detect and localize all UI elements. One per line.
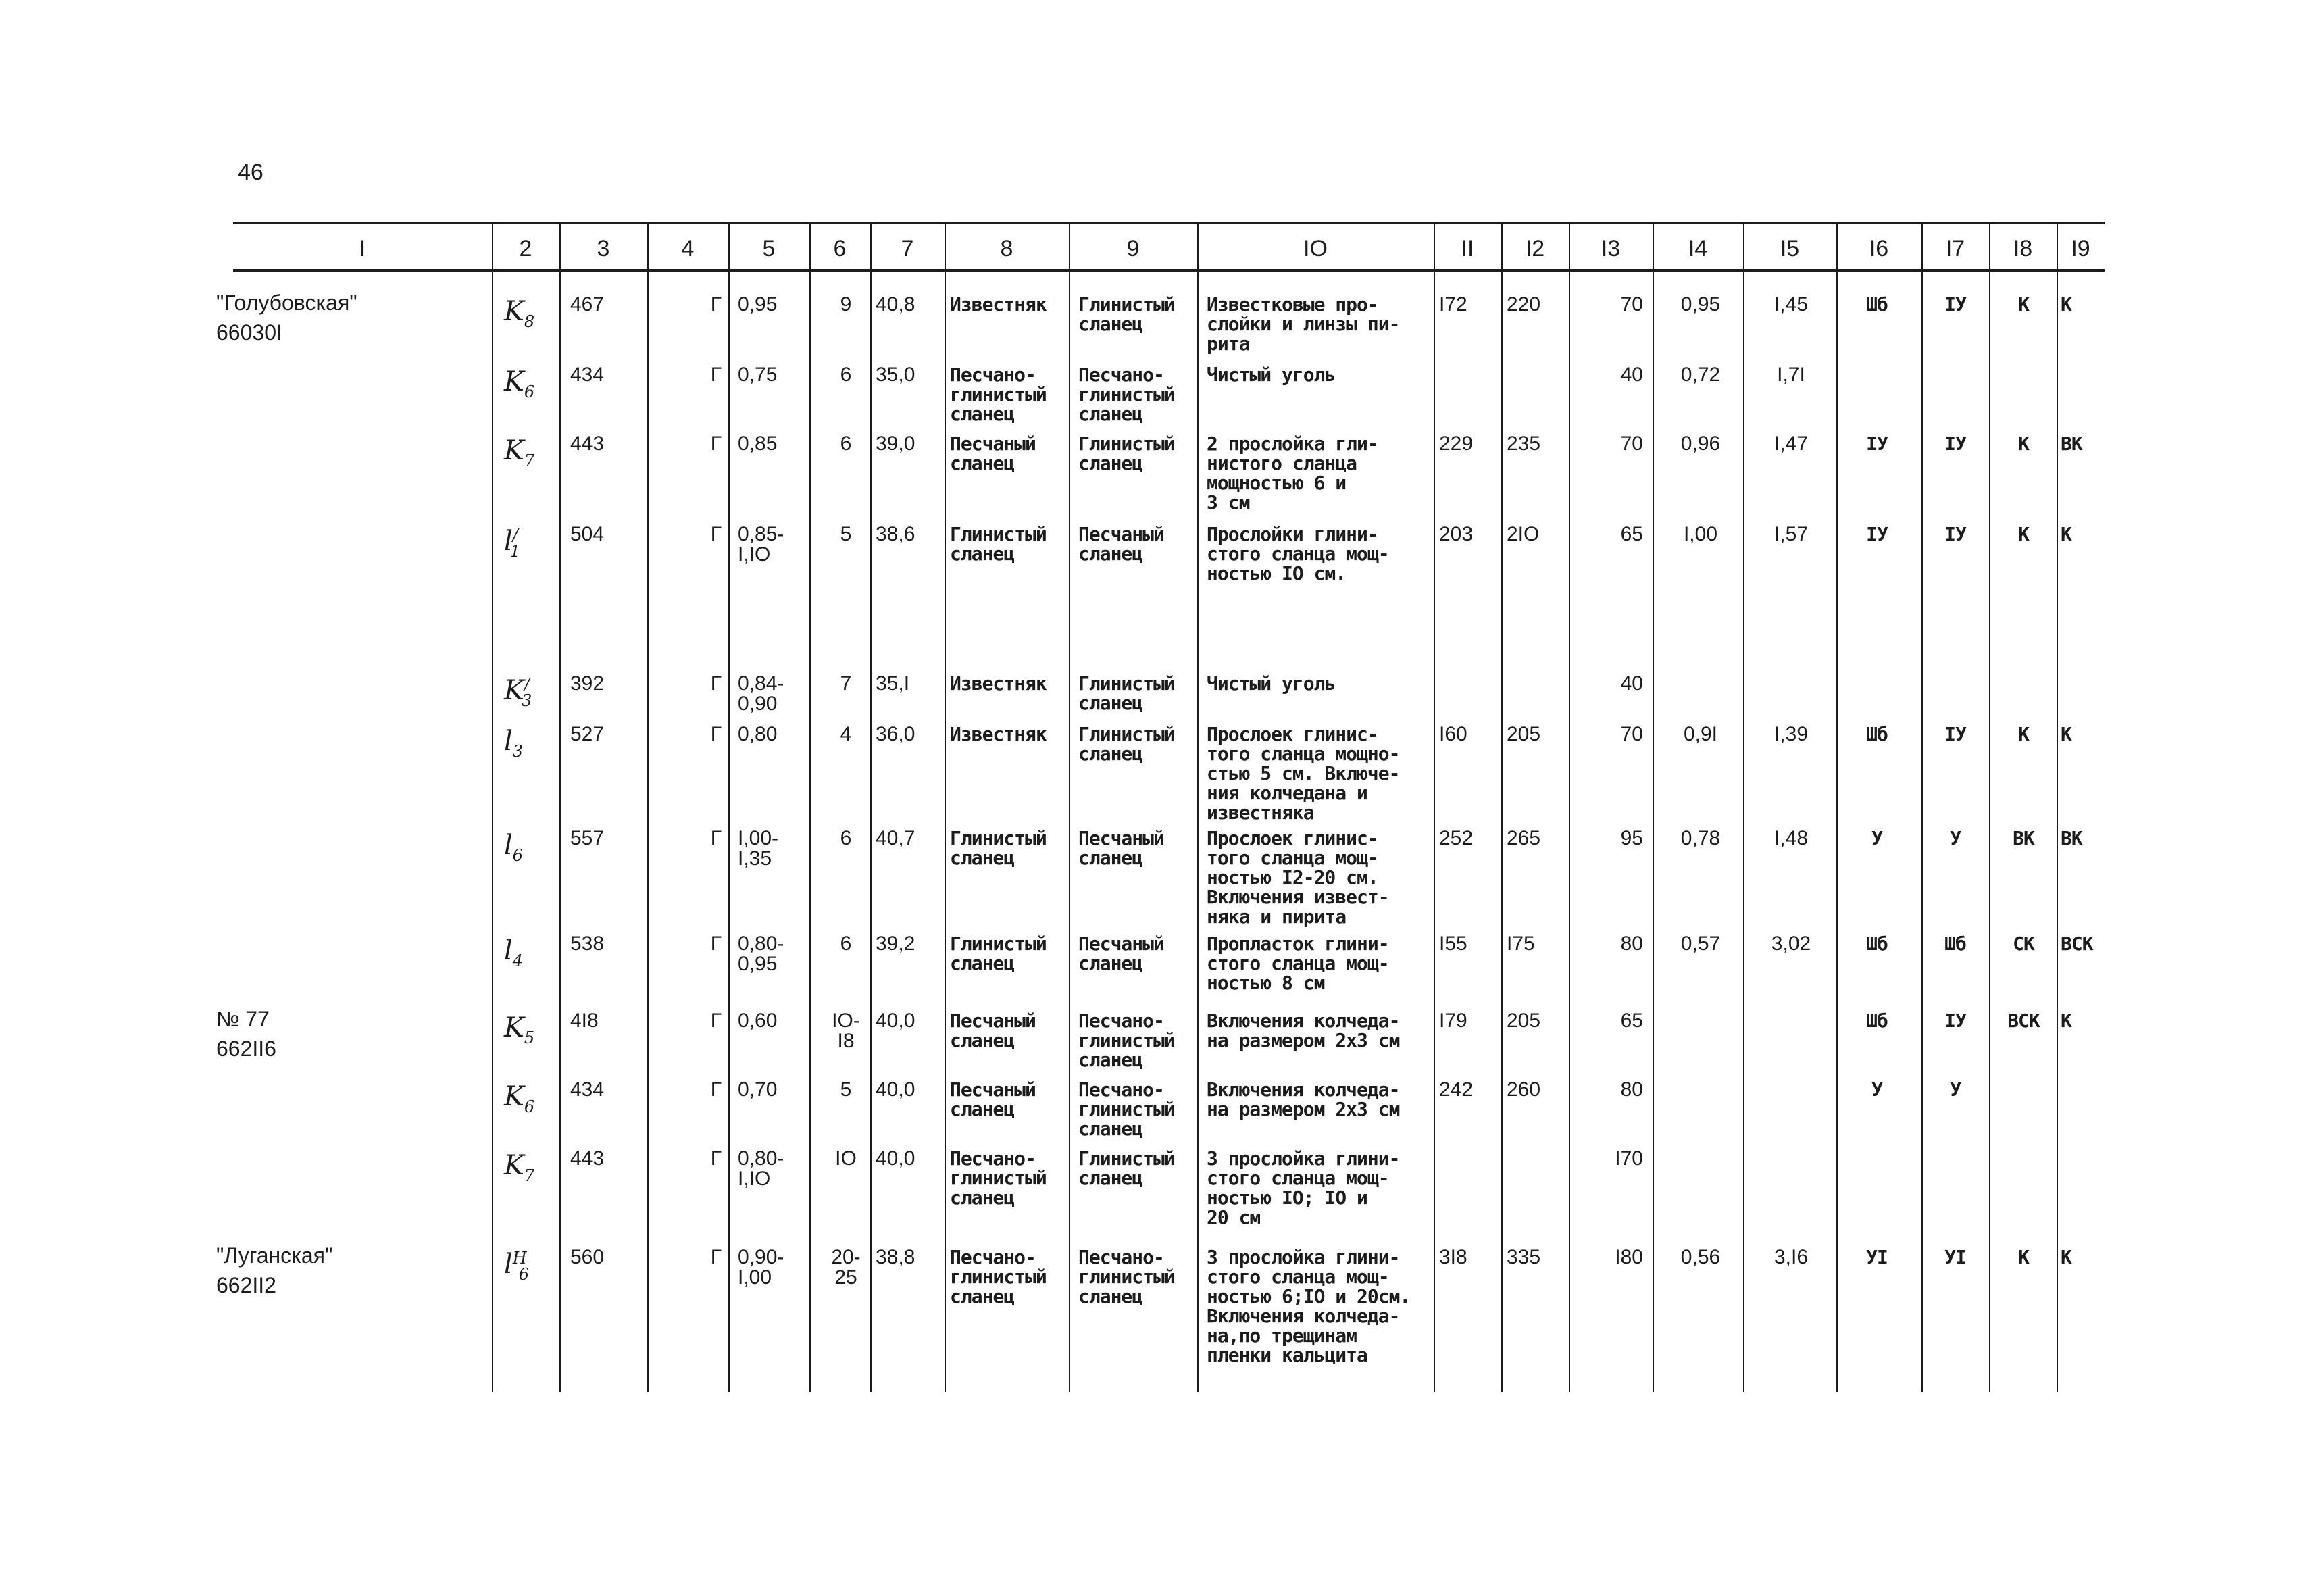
cell-c12: 265 <box>1507 827 1541 849</box>
column-header-3: 3 <box>597 236 610 261</box>
column-separator <box>492 223 493 1392</box>
cell-c6: IO- I8 <box>832 1009 860 1052</box>
cell-c17: IУ <box>1944 523 1966 545</box>
cell-c9: Глинистый сланец <box>1078 723 1175 765</box>
seam-subscript: 7 <box>524 451 535 470</box>
cell-c10: Прослоек глинис- того сланца мощ- ностью I2-20 см. Включения извест- няка и пирита <box>1207 827 1389 928</box>
cell-c8: Глинистый сланец <box>950 932 1047 974</box>
column-header-8: 8 <box>1000 236 1013 261</box>
cell-c10: Чистый уголь <box>1207 364 1336 386</box>
seam-subscript: 8 <box>524 312 535 331</box>
seam-letter: K <box>504 296 524 327</box>
cell-c6: 7 <box>840 672 852 695</box>
cell-c5: 0,84- 0,90 <box>738 672 784 715</box>
cell-c15: I,39 <box>1774 723 1809 745</box>
column-header-7: 7 <box>901 236 914 261</box>
cell-c17: У <box>1950 1078 1961 1101</box>
cell-c9: Глинистый сланец <box>1078 1147 1175 1189</box>
cell-c4: Г <box>710 723 722 745</box>
cell-c18: К <box>2018 723 2029 745</box>
cell-c7: 35,0 <box>876 364 915 386</box>
cell-c8: Песчаный сланец <box>950 1078 1036 1120</box>
cell-c15: I,48 <box>1774 827 1809 849</box>
cell-c5: 0,60 <box>738 1009 778 1032</box>
cell-c5: I,00- I,35 <box>738 827 779 870</box>
seam-letter: K <box>504 1081 524 1112</box>
column-separator <box>945 223 946 1392</box>
cell-c15: I,47 <box>1774 432 1809 455</box>
cell-c7: 35,I <box>876 672 910 695</box>
seam-superscript: / <box>512 526 518 545</box>
cell-c8: Песчаный сланец <box>950 1009 1036 1051</box>
seam-letter: K <box>504 1150 524 1181</box>
column-header-17: I7 <box>1945 236 1965 261</box>
column-separator <box>1743 223 1744 1392</box>
cell-c15: I,57 <box>1774 523 1809 545</box>
table-header-rule <box>233 269 2105 272</box>
cell-c11: 229 <box>1439 432 1474 455</box>
cell-c11: I60 <box>1439 723 1467 745</box>
cell-c4: Г <box>710 364 722 386</box>
cell-c6: 6 <box>840 827 852 849</box>
cell-c3: 4I8 <box>570 1009 599 1032</box>
cell-c13: 80 <box>1620 932 1643 955</box>
cell-c9: Глинистый сланец <box>1078 432 1175 474</box>
cell-c16: IУ <box>1866 523 1888 545</box>
seam-subscript: 6 <box>518 1265 530 1284</box>
cell-c16: Шб <box>1866 723 1888 745</box>
cell-c7: 40,0 <box>876 1147 915 1170</box>
column-header-9: 9 <box>1126 236 1140 261</box>
seam-letter: K <box>504 675 524 706</box>
cell-c18: К <box>2018 293 2029 316</box>
cell-c3: 504 <box>570 523 605 545</box>
cell-c4: Г <box>710 1246 722 1268</box>
cell-c9: Песчаный сланец <box>1078 932 1164 974</box>
cell-seam-index <box>504 931 558 974</box>
cell-seam-index <box>504 1245 558 1288</box>
column-header-5: 5 <box>762 236 776 261</box>
cell-c3: 467 <box>570 293 605 316</box>
cell-c17: УI <box>1944 1246 1966 1268</box>
cell-c6: 6 <box>840 364 852 386</box>
seam-letter: l <box>504 726 513 757</box>
cell-c17: IУ <box>1944 723 1966 745</box>
cell-seam-index <box>504 1077 558 1120</box>
cell-c3: 538 <box>570 932 605 955</box>
cell-c9: Песчаный сланец <box>1078 827 1164 869</box>
cell-c3: 392 <box>570 672 605 695</box>
cell-c10: Прослоек глинис- того сланца мощно- стью 5 см. Включе- ния колчедана и известняка <box>1207 723 1400 824</box>
cell-c9: Глинистый сланец <box>1078 293 1175 335</box>
cell-c11: 252 <box>1439 827 1474 849</box>
cell-c14: 0,95 <box>1680 293 1721 316</box>
seam-subscript: 6 <box>524 382 535 401</box>
cell-c12: 235 <box>1507 432 1541 455</box>
cell-c6: 5 <box>840 1078 852 1101</box>
cell-c18: К <box>2018 432 2029 455</box>
seam-letter: l <box>504 526 513 557</box>
cell-c11: 242 <box>1439 1078 1474 1101</box>
column-header-10: IO <box>1303 236 1328 261</box>
cell-c11: 3I8 <box>1439 1246 1467 1268</box>
cell-c4: Г <box>710 672 722 695</box>
cell-seam-index <box>504 292 558 335</box>
cell-c3: 434 <box>570 364 605 386</box>
cell-c7: 40,7 <box>876 827 915 849</box>
cell-c6: IO <box>835 1147 857 1170</box>
cell-c7: 38,8 <box>876 1246 915 1268</box>
cell-c18: К <box>2018 523 2029 545</box>
column-header-16: I6 <box>1869 236 1889 261</box>
cell-c5: 0,95 <box>738 293 778 316</box>
cell-c13: 65 <box>1620 1009 1643 1032</box>
seam-subscript: 7 <box>524 1166 535 1185</box>
cell-c18: ВСК <box>2007 1009 2040 1032</box>
cell-c16: IУ <box>1866 432 1888 455</box>
cell-c19: К <box>2061 1246 2071 1268</box>
cell-mine: "Луганская" 662II2 <box>216 1243 333 1297</box>
cell-c17: У <box>1950 827 1961 849</box>
cell-c5: 0,80- 0,95 <box>738 932 784 975</box>
cell-c13: I70 <box>1615 1147 1643 1170</box>
seam-subscript: 3 <box>512 742 524 761</box>
cell-seam-index <box>504 1146 558 1189</box>
cell-c19: К <box>2061 293 2071 316</box>
cell-c17: IУ <box>1944 432 1966 455</box>
column-header-2: 2 <box>519 236 532 261</box>
cell-c5: 0,80 <box>738 723 778 745</box>
cell-c10: Прослойки глини- стого сланца мощ- ностью IO см. <box>1207 523 1389 584</box>
column-separator <box>809 223 811 1392</box>
cell-c13: 70 <box>1620 723 1643 745</box>
cell-c8: Песчано- глинистый сланец <box>950 1246 1047 1307</box>
column-header-1: I <box>359 236 366 261</box>
cell-c9: Песчаный сланец <box>1078 523 1164 565</box>
cell-c12: 205 <box>1507 1009 1541 1032</box>
cell-c10: Известковые про- слойки и линзы пи- рита <box>1207 293 1400 355</box>
cell-c9: Песчано- глинистый сланец <box>1078 1078 1175 1140</box>
cell-c15: I,45 <box>1774 293 1809 316</box>
column-separator <box>647 223 649 1392</box>
cell-c8: Песчано- глинистый сланец <box>950 1147 1047 1209</box>
cell-c4: Г <box>710 1078 722 1101</box>
column-header-12: I2 <box>1525 236 1545 261</box>
seam-letter: K <box>504 435 524 466</box>
cell-c13: 95 <box>1620 827 1643 849</box>
cell-c18: ВК <box>2013 827 2034 849</box>
column-separator <box>2057 223 2058 1392</box>
cell-c10: Включения колчеда- на размером 2х3 см <box>1207 1009 1400 1051</box>
cell-c16: Шб <box>1866 932 1888 955</box>
cell-c13: 65 <box>1620 523 1643 545</box>
cell-c11: 203 <box>1439 523 1474 545</box>
cell-c6: 6 <box>840 432 852 455</box>
cell-c12: 205 <box>1507 723 1541 745</box>
seam-superscript: Н <box>512 1249 527 1268</box>
cell-c12: 260 <box>1507 1078 1541 1101</box>
cell-c5: 0,85- I,IO <box>738 523 784 566</box>
cell-c13: 70 <box>1620 293 1643 316</box>
column-header-19: I9 <box>2071 236 2090 261</box>
cell-c5: 0,80- I,IO <box>738 1147 784 1190</box>
cell-c13: 80 <box>1620 1078 1643 1101</box>
seam-subscript: 6 <box>524 1097 535 1116</box>
cell-c6: 5 <box>840 523 852 545</box>
cell-c7: 39,2 <box>876 932 915 955</box>
seam-subscript: 4 <box>512 951 524 970</box>
column-separator <box>1989 223 1990 1392</box>
cell-c3: 443 <box>570 1147 605 1170</box>
cell-c17: Шб <box>1944 932 1966 955</box>
cell-c14: 0,56 <box>1680 1246 1721 1268</box>
cell-c14: I,00 <box>1683 523 1718 545</box>
column-header-15: I5 <box>1780 236 1800 261</box>
cell-c12: I75 <box>1507 932 1535 955</box>
cell-c12: 2IO <box>1507 523 1540 545</box>
column-header-18: I8 <box>2013 236 2033 261</box>
cell-c18: К <box>2018 1246 2029 1268</box>
cell-c13: 40 <box>1620 672 1643 695</box>
cell-seam-index <box>504 362 558 405</box>
cell-c12: 335 <box>1507 1246 1541 1268</box>
page-number: 46 <box>238 159 263 185</box>
cell-c10: 3 прослойка глини- стого сланца мощ- ностью 6;IO и 20см. Включения колчеда- на,по трещинам пленки кальцита <box>1207 1246 1411 1366</box>
cell-seam-index <box>504 671 558 714</box>
cell-c5: 0,85 <box>738 432 778 455</box>
cell-c16: У <box>1871 1078 1882 1101</box>
cell-c4: Г <box>710 1147 722 1170</box>
cell-c16: УI <box>1866 1246 1888 1268</box>
cell-c3: 560 <box>570 1246 605 1268</box>
cell-c6: 20- 25 <box>831 1246 861 1289</box>
cell-c19: К <box>2061 1009 2071 1032</box>
column-separator <box>728 223 730 1392</box>
seam-letter: l <box>504 830 513 861</box>
cell-c4: Г <box>710 932 722 955</box>
cell-c11: I79 <box>1439 1009 1467 1032</box>
seam-subscript: 1 <box>509 542 521 561</box>
cell-c19: К <box>2061 723 2071 745</box>
cell-c14: 0,57 <box>1680 932 1721 955</box>
seam-letter: K <box>504 366 524 397</box>
cell-c8: Известняк <box>950 723 1047 745</box>
cell-c12: 220 <box>1507 293 1541 316</box>
cell-c4: Г <box>710 432 722 455</box>
cell-c15: 3,02 <box>1771 932 1811 955</box>
cell-c7: 36,0 <box>876 723 915 745</box>
cell-c3: 434 <box>570 1078 605 1101</box>
cell-seam-index <box>504 1008 558 1051</box>
column-separator <box>1069 223 1070 1392</box>
cell-c9: Песчано- глинистый сланец <box>1078 1009 1175 1071</box>
cell-c8: Известняк <box>950 672 1047 695</box>
cell-c7: 39,0 <box>876 432 915 455</box>
cell-c15: 3,I6 <box>1774 1246 1809 1268</box>
seam-subscript: 3 <box>521 691 532 710</box>
cell-c14: 0,9I <box>1683 723 1718 745</box>
cell-c19: ВК <box>2061 827 2082 849</box>
cell-c5: 0,70 <box>738 1078 778 1101</box>
seam-letter: K <box>504 1012 524 1043</box>
seam-superscript: / <box>524 675 530 694</box>
cell-c11: I72 <box>1439 293 1467 316</box>
cell-c9: Песчано- глинистый сланец <box>1078 1246 1175 1307</box>
column-separator <box>1501 223 1503 1392</box>
cell-c14: 0,78 <box>1680 827 1721 849</box>
cell-c10: 2 прослойка гли- нистого сланца мощностью 6 и 3 см <box>1207 432 1378 514</box>
cell-mine: № 77 662II6 <box>216 1007 276 1061</box>
cell-c17: IУ <box>1944 1009 1966 1032</box>
cell-c8: Глинистый сланец <box>950 523 1047 565</box>
cell-c10: Включения колчеда- на размером 2х3 см <box>1207 1078 1400 1120</box>
cell-c8: Песчано- глинистый сланец <box>950 364 1047 425</box>
cell-c18: СК <box>2013 932 2034 955</box>
cell-c15: I,7I <box>1777 364 1805 386</box>
cell-seam-index <box>504 522 558 565</box>
cell-c6: 9 <box>840 293 852 316</box>
cell-c14: 0,96 <box>1680 432 1721 455</box>
seam-subscript: 5 <box>524 1028 535 1047</box>
cell-c7: 40,0 <box>876 1078 915 1101</box>
cell-c7: 40,0 <box>876 1009 915 1032</box>
cell-c10: Чистый уголь <box>1207 672 1336 695</box>
column-header-6: 6 <box>833 236 847 261</box>
cell-c3: 557 <box>570 827 605 849</box>
cell-c7: 40,8 <box>876 293 915 316</box>
table-top-rule <box>233 222 2105 224</box>
cell-c17: IУ <box>1944 293 1966 316</box>
cell-c4: Г <box>710 293 722 316</box>
cell-c16: Шб <box>1866 293 1888 316</box>
cell-c13: 40 <box>1620 364 1643 386</box>
cell-c10: 3 прослойка глини- стого сланца мощ- ностью IO; IO и 20 см <box>1207 1147 1400 1228</box>
cell-c10: Пропласток глини- стого сланца мощ- ностью 8 см <box>1207 932 1389 994</box>
cell-c13: I80 <box>1615 1246 1643 1268</box>
cell-c8: Известняк <box>950 293 1047 316</box>
column-header-14: I4 <box>1688 236 1708 261</box>
column-separator <box>559 223 561 1392</box>
cell-c9: Глинистый сланец <box>1078 672 1175 714</box>
cell-c6: 4 <box>840 723 852 745</box>
cell-seam-index <box>504 431 558 474</box>
cell-seam-index <box>504 826 558 869</box>
column-header-4: 4 <box>681 236 695 261</box>
cell-c16: Шб <box>1866 1009 1888 1032</box>
cell-c16: У <box>1871 827 1882 849</box>
column-header-13: I3 <box>1601 236 1621 261</box>
seam-letter: l <box>504 935 513 966</box>
cell-c5: 0,90- I,00 <box>738 1246 784 1289</box>
cell-c4: Г <box>710 523 722 545</box>
column-separator <box>1921 223 1923 1392</box>
cell-c4: Г <box>710 827 722 849</box>
cell-c19: ВСК <box>2061 932 2093 955</box>
cell-c7: 38,6 <box>876 523 915 545</box>
cell-c11: I55 <box>1439 932 1467 955</box>
cell-c8: Песчаный сланец <box>950 432 1036 474</box>
cell-c8: Глинистый сланец <box>950 827 1047 869</box>
cell-c19: ВК <box>2061 432 2082 455</box>
cell-c19: К <box>2061 523 2071 545</box>
cell-c9: Песчано- глинистый сланец <box>1078 364 1175 425</box>
column-separator <box>1653 223 1654 1392</box>
cell-c3: 443 <box>570 432 605 455</box>
cell-c14: 0,72 <box>1680 364 1721 386</box>
cell-c6: 6 <box>840 932 852 955</box>
cell-c5: 0,75 <box>738 364 778 386</box>
column-separator <box>1836 223 1838 1392</box>
cell-c4: Г <box>710 1009 722 1032</box>
cell-c13: 70 <box>1620 432 1643 455</box>
cell-mine: "Голубовская" 66030I <box>216 291 357 345</box>
column-separator <box>1569 223 1570 1392</box>
cell-c3: 527 <box>570 723 605 745</box>
column-separator <box>870 223 872 1392</box>
cell-seam-index <box>504 722 558 765</box>
seam-letter: l <box>504 1249 513 1280</box>
seam-subscript: 6 <box>512 846 524 865</box>
column-header-11: II <box>1461 236 1474 261</box>
